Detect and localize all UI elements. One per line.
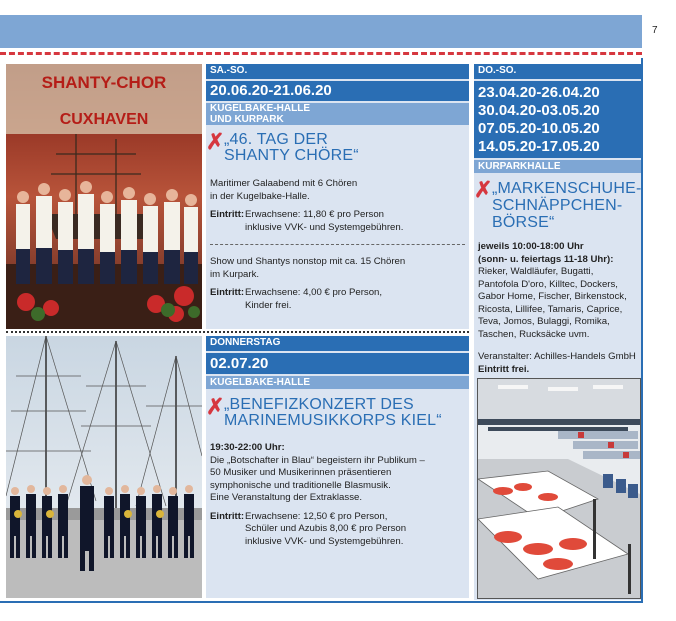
event-time: 19:30-22:00 Uhr: xyxy=(210,442,285,453)
event-day-label: DO.-SO. xyxy=(474,64,641,79)
entry-text: Erwachsene: 11,80 € pro Person inklusive VVK- und Systemgebühren. xyxy=(245,209,404,233)
navy-band-image xyxy=(6,336,202,598)
event-date-1: 23.04.20-26.04.20 xyxy=(478,84,600,101)
event-title-row xyxy=(206,394,469,429)
red-cross-icon: ✗ xyxy=(474,177,493,202)
event-description: Maritimer Galaabend mit 6 Chören in der Kugelbake-Halle. xyxy=(210,178,358,202)
event-day-label: DONNERSTAG xyxy=(206,336,469,351)
entry-row xyxy=(210,511,469,549)
event-title-row xyxy=(474,177,642,231)
event-dates xyxy=(474,81,641,158)
shanty-choir-photo xyxy=(6,64,202,329)
row-divider xyxy=(6,331,469,333)
header-bar xyxy=(0,15,642,48)
event-title: „46. TAG DER SHANTY CHÖRE“ xyxy=(224,131,359,164)
event-date-4: 14.05.20-17.05.20 xyxy=(478,138,600,155)
event-shanty-panel xyxy=(206,64,469,329)
entry-row xyxy=(210,209,469,234)
event-title: „BENEFIZKONZERT DES MARINEMUSIKKORPS KIEL“ xyxy=(224,396,442,429)
event-day-label: SA.-SO. xyxy=(206,64,469,79)
event-venue: KURPARKHALLE xyxy=(474,160,641,173)
red-cross-icon: ✗ xyxy=(206,394,225,419)
navy-band-photo xyxy=(6,336,202,598)
event-description-2: Show und Shantys nonstop mit ca. 15 Chören im Kurpark. xyxy=(210,256,406,280)
red-cross-icon: ✗ xyxy=(206,129,225,154)
shanty-sign-line1: SHANTY-CHOR xyxy=(41,73,167,92)
event-venue: KUGELBAKE-HALLE xyxy=(206,376,469,389)
event-hours: jeweils 10:00-18:00 Uhr (sonn- u. feiertags 11-18 Uhr): xyxy=(478,241,614,265)
event-date: 02.07.20 xyxy=(206,353,469,374)
event-description: Die „Botschafter in Blau“ begeistern ihr Publikum – 50 Musiker und Musikerinnen präsentieren symphonische und traditionelle Blasmusik. Eine Veranstaltung der Extraklasse. xyxy=(210,454,425,503)
shanty-sign-line2: CUXHAVEN xyxy=(59,111,149,128)
event-venue: KUGELBAKE-HALLE UND KURPARK xyxy=(206,103,469,125)
entry-text-2: Erwachsene: 4,00 € pro Person, Kinder frei. xyxy=(245,287,383,311)
shoe-store-image xyxy=(478,379,640,598)
event-concert-panel xyxy=(206,336,469,598)
entry-label: Eintritt: xyxy=(210,209,245,220)
event-date-3: 07.05.20-10.05.20 xyxy=(478,120,600,137)
dashed-divider xyxy=(0,52,642,55)
entry-free: Eintritt frei. xyxy=(478,363,530,375)
event-date: 20.06.20-21.06.20 xyxy=(206,81,469,101)
entry-text: Erwachsene: 12,50 € pro Person, Schüler und Azubis 8,00 € pro Person inklusive VVK- und Systemgebühren. xyxy=(245,510,407,547)
entry-label: Eintritt: xyxy=(210,510,245,522)
page-number: 7 xyxy=(652,25,658,36)
event-date-2: 30.04.20-03.05.20 xyxy=(478,102,600,119)
shoe-store-photo xyxy=(477,378,641,599)
brand-list: Rieker, Waldläufer, Bugatti, Pantofola D'oro, Killtec, Dockers, Gabor Home, Fischer, Birkenstock, Ricosta, Lillifee, Tamaris, Caprice, Teva, Jomos, Bulaggi, Romika, Taschen, Rucksäcke uvm. xyxy=(478,266,627,340)
section-divider xyxy=(210,244,465,245)
event-title-row xyxy=(206,129,469,164)
event-title: „MARKENSCHUHE- SCHNÄPPCHEN- BÖRSE“ xyxy=(492,180,642,231)
entry-row-2 xyxy=(210,287,469,312)
organizer: Veranstalter: Achilles-Handels GmbH xyxy=(478,351,636,362)
shanty-choir-image xyxy=(6,64,202,329)
entry-label-2: Eintritt: xyxy=(210,287,245,298)
